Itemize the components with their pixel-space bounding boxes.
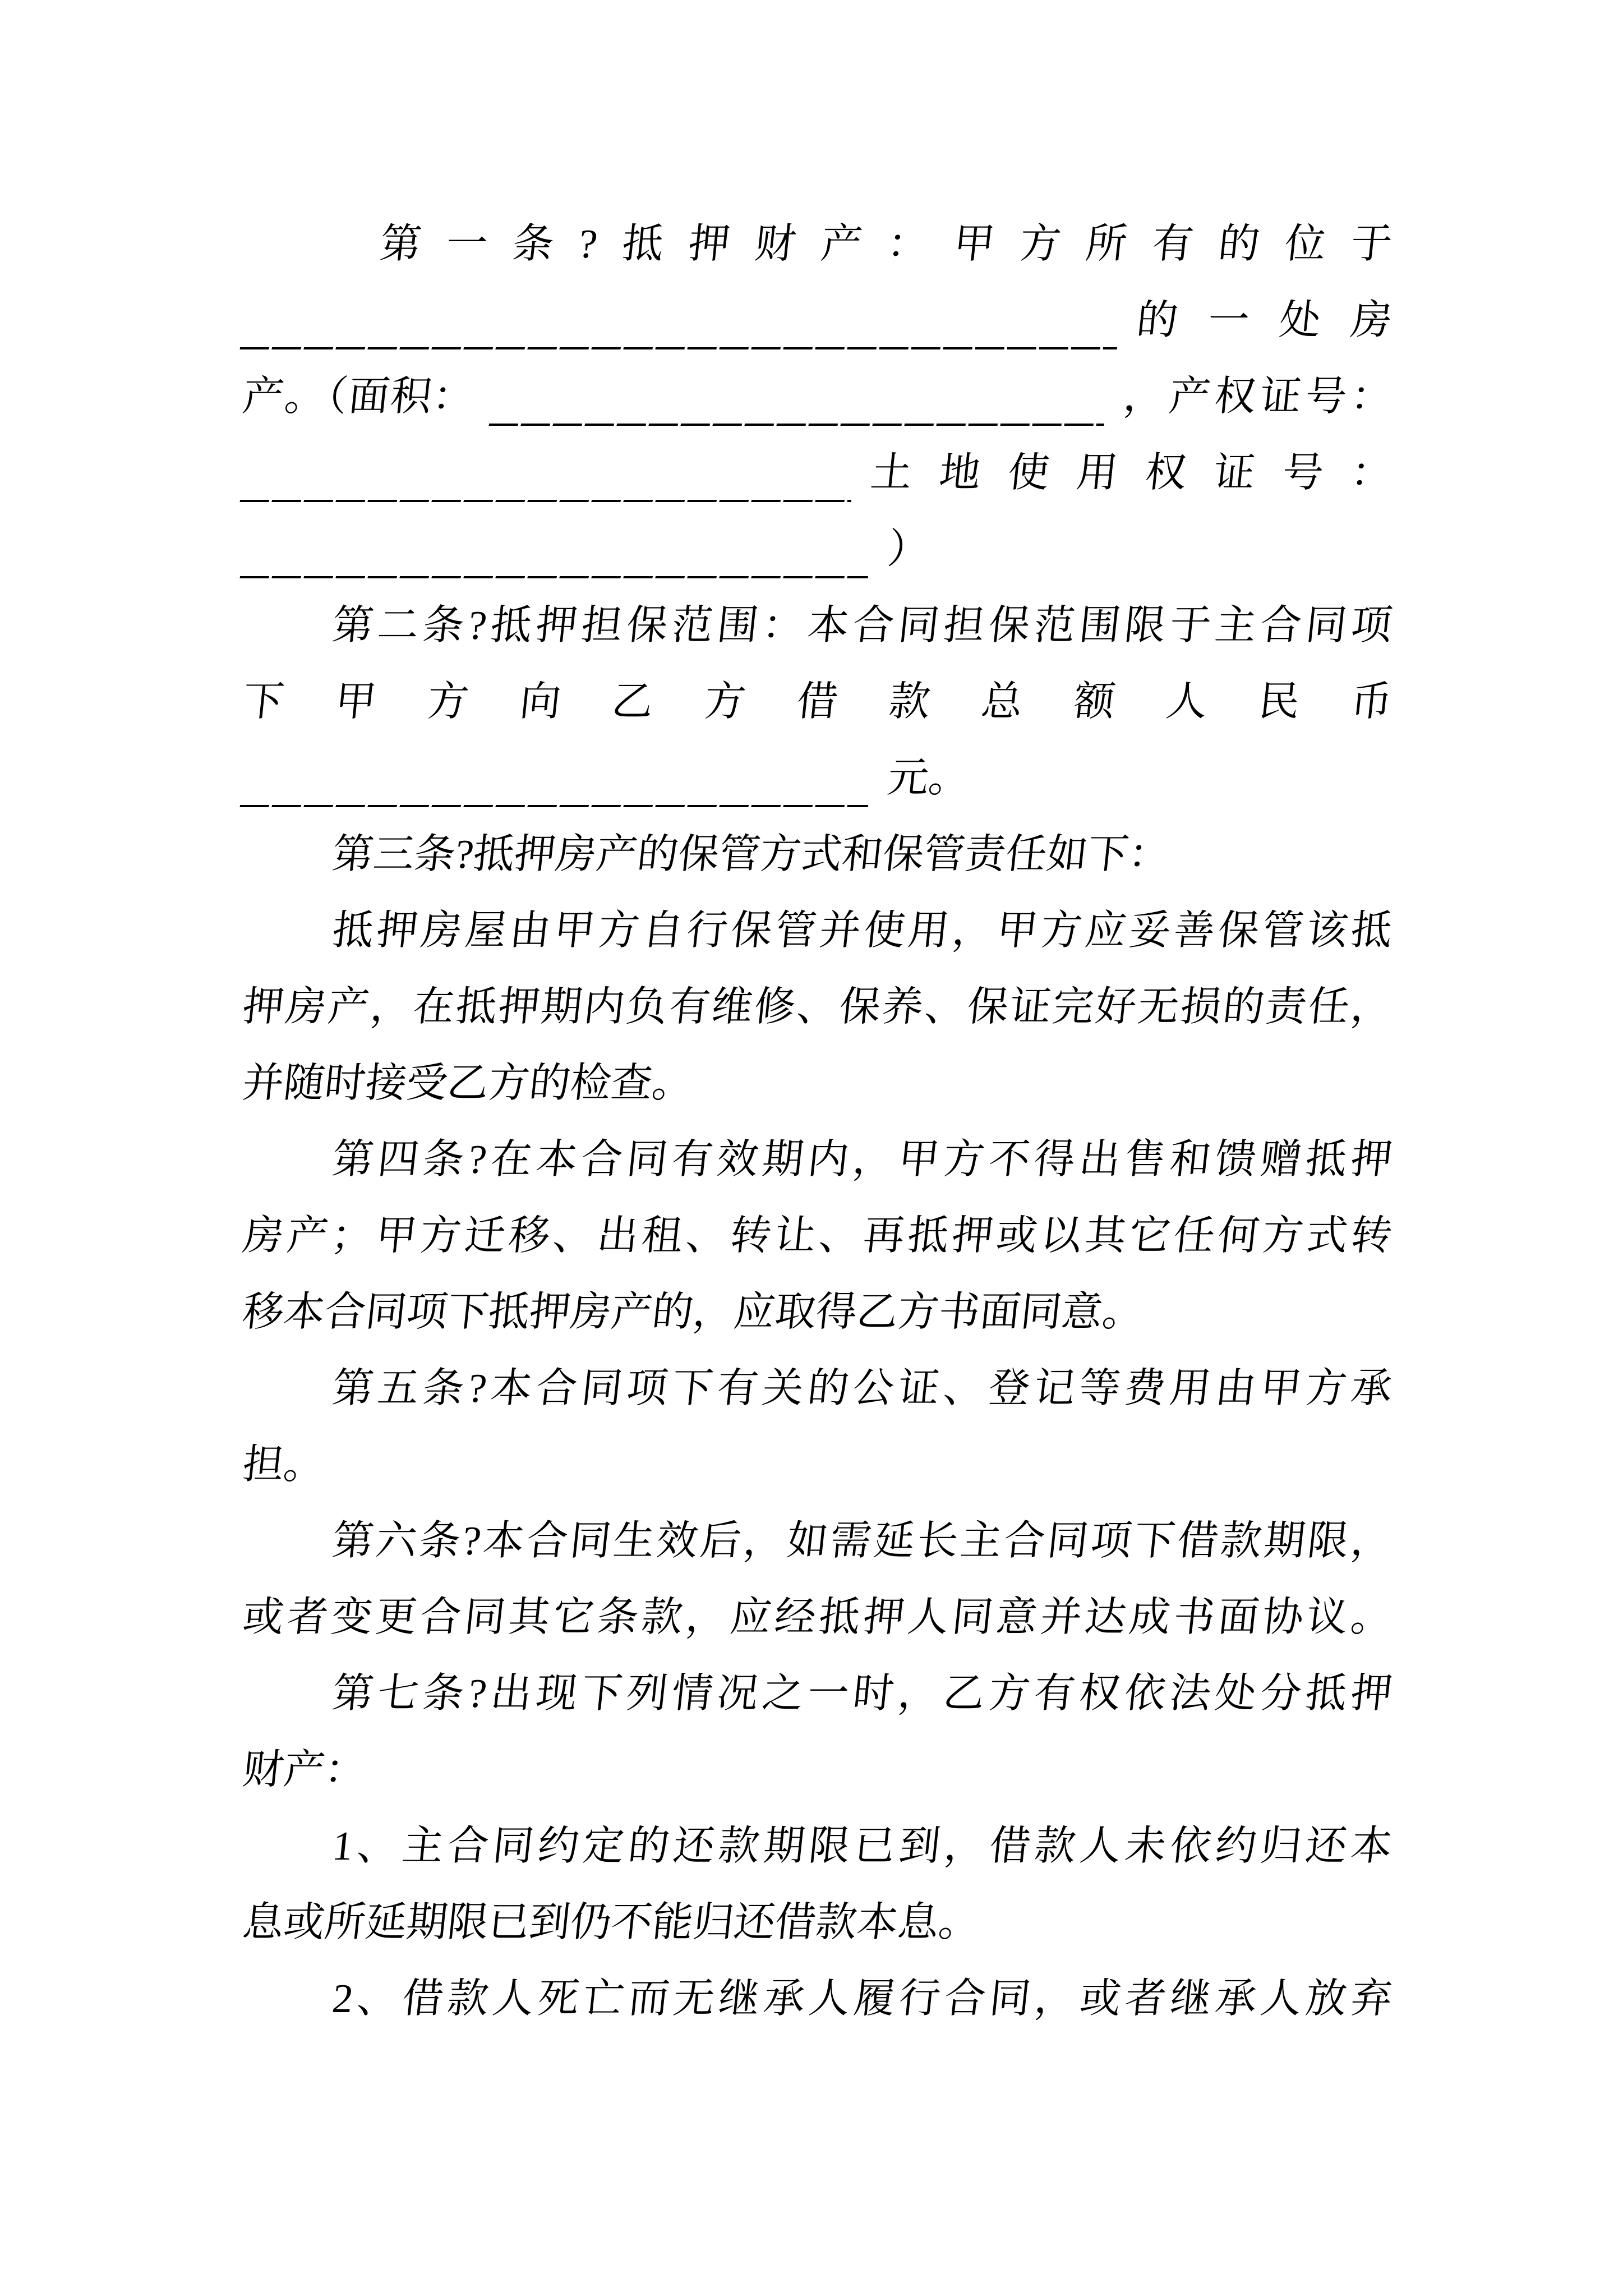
line-text: 押房产，在抵押期内负有维修、保养、保证完好无损的责任，: [240, 984, 1395, 1029]
line-24-item2-start: [239, 1961, 1396, 2037]
line-text: 2、借款人死亡而无继承人履行合同，或者继承人放弃: [330, 1976, 1395, 2021]
line-11-clause3-body2: [239, 969, 1396, 1045]
line-text: 并随时接受乙方的检查。: [240, 1060, 696, 1106]
blank-underline: [240, 576, 868, 578]
line-text: 的一处房: [1134, 297, 1395, 343]
line-16-clause5-start: [239, 1350, 1396, 1427]
line-text: 下甲方向乙方借款总额人民币: [240, 679, 1395, 724]
line-text: 第五条?本合同项下有关的公证、登记等费用由甲方承: [330, 1365, 1395, 1411]
line-12-clause3-body3: [239, 1045, 1396, 1121]
line-text: 担。: [240, 1442, 328, 1487]
line-text: 财产：: [240, 1747, 368, 1792]
line-text: 房产；甲方迁移、出租、转让、再抵押或以其它任何方式转: [240, 1213, 1395, 1258]
line-text: 第三条?抵押房产的保管方式和保管责任如下：: [330, 831, 1172, 877]
line-7-clause2-cont: [239, 664, 1396, 740]
line-23-item1-cont: [239, 1884, 1396, 1961]
line-8-amount-blank: [239, 740, 1396, 816]
line-text: 第四条?在本合同有效期内，甲方不得出售和馈赠抵押: [330, 1137, 1395, 1182]
line-4-land-cert: [239, 435, 1396, 511]
line-text: 或者变更合同其它条款，应经抵押人同意并达成书面协议。: [240, 1594, 1395, 1640]
line-15-clause4-cont2: [239, 1274, 1396, 1350]
line-text: 元。: [885, 755, 972, 800]
line-text: 第一条?抵押财产：甲方所有的位于: [377, 221, 1395, 266]
line-14-clause4-cont1: [239, 1198, 1396, 1274]
line-18-clause6-start: [239, 1503, 1396, 1579]
line-21-clause7-cont: [239, 1732, 1396, 1808]
line-text: 土地使用权证号：: [868, 450, 1395, 495]
line-text: 第二条?抵押担保范围：本合同担保范围限于主合同项: [330, 602, 1395, 648]
line-text: ）: [885, 526, 932, 572]
line-13-clause4-start: [239, 1121, 1396, 1198]
line-5-close-paren: [239, 511, 1396, 587]
line-text: 移本合同项下抵押房产的，应取得乙方书面同意。: [240, 1289, 1146, 1335]
blank-underline: [240, 347, 1117, 349]
line-6-clause2-start: [239, 587, 1396, 664]
line-text: 产。（面积：: [240, 374, 477, 419]
line-3-area-blank: [239, 358, 1396, 435]
line-9-clause3-start: [239, 816, 1396, 892]
line-text: 抵押房屋由甲方自行保管并使用，甲方应妥善保管该抵: [330, 908, 1395, 953]
line-text: 第七条?出现下列情况之一时，乙方有权依法处分抵押: [330, 1671, 1395, 1716]
blank-underline: [240, 500, 851, 502]
line-22-item1-start: [239, 1808, 1396, 1884]
line-text: ，产权证号：: [1121, 374, 1395, 419]
line-1-clause1-start: [239, 206, 1396, 282]
line-text: 第六条?本合同生效后，如需延长主合同项下借款期限，: [330, 1518, 1395, 1563]
blank-underline: [240, 805, 868, 807]
line-17-clause5-cont: [239, 1427, 1396, 1503]
line-10-clause3-body1: [239, 892, 1396, 969]
line-20-clause7-start: [239, 1655, 1396, 1732]
blank-underline: [488, 424, 1104, 426]
line-2-address-blank: [239, 282, 1396, 358]
line-text: 息或所延期限已到仍不能归还借款本息。: [240, 1899, 983, 1945]
line-19-clause6-cont: [239, 1579, 1396, 1655]
document-body: [240, 206, 1395, 2037]
line-text: 1、主合同约定的还款期限已到，借款人未依约归还本: [330, 1823, 1395, 1869]
